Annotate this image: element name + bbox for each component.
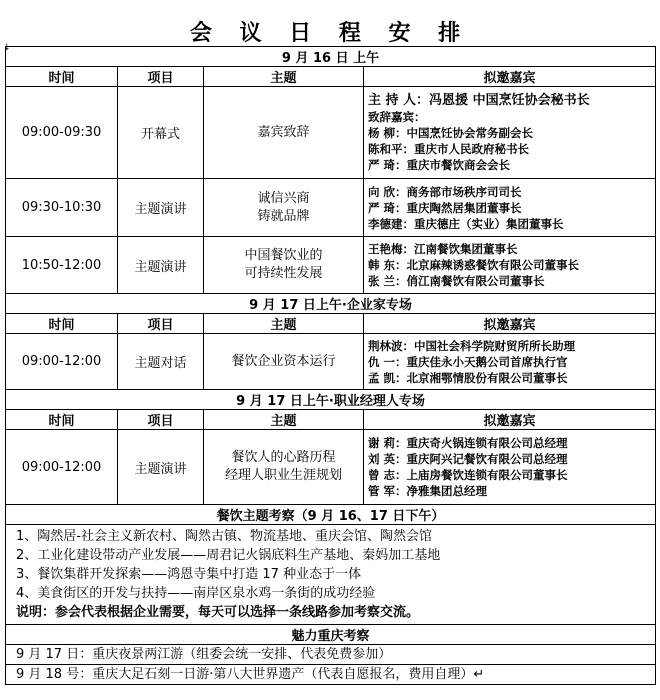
guest-line: 王艳梅：江南餐饮集团董事长 — [368, 242, 518, 256]
topic-line: 餐饮企业资本运行 — [231, 353, 336, 369]
section-heading-day3: 9 月 17 日上午·职业经理人专场 — [6, 390, 656, 410]
column-header-row — [6, 410, 656, 430]
guests-cell — [364, 179, 656, 237]
topic-line: 可持续性发展 — [244, 266, 323, 281]
topic-cell — [204, 237, 364, 294]
guest-line: 陈和平：重庆市人民政府秘书长 — [368, 141, 529, 156]
section-heading-tour: 餐饮主题考察（9 月 16、17 日下午） — [6, 505, 656, 525]
list-item: 2、工业化建设带动产业发展——周君记火锅底料生产基地、秦妈加工基地 — [16, 548, 441, 563]
guest-line: 仇 一：重庆佳永小天鹅公司首席执行官 — [368, 354, 568, 369]
time-cell: 09:00-12:00 — [6, 334, 118, 390]
schedule-table — [3, 43, 656, 685]
topic-line: 嘉宾致辞 — [257, 124, 310, 140]
guest-line: 致辞嘉宾： — [368, 109, 426, 124]
guest-line: 杨 柳：中国烹饪协会常务副会长 — [368, 125, 534, 140]
arrow-mark: ↓ — [3, 43, 11, 53]
list-item: 4、美食街区的开发与扶持——南岸区泉水鸡一条街的成功经验 — [16, 586, 376, 601]
guest-line: 曾 志：上庙房餐饮连锁有限公司董事长 — [368, 468, 568, 482]
topic-line: 餐饮人的心路历程 — [231, 450, 336, 465]
guest-line: 刘 英：重庆阿兴记餐饮有限公司总经理 — [368, 452, 568, 466]
guest-line: 严 琦：重庆陶然居集团董事长 — [368, 200, 522, 215]
guest-line: 管 军：净雅集团总经理 — [368, 484, 488, 498]
section-heading-day2: 9 月 17 日上午·企业家专场 — [6, 294, 656, 314]
col-topic: 主题 — [204, 314, 364, 334]
guest-line: 韩 东：北京麻辣诱惑餐饮有限公司董事长 — [368, 258, 580, 272]
tour-note: 说明：参会代表根据企业需要，每天可以选择一条线路参加考察交流。 — [16, 605, 420, 620]
col-guests: 拟邀嘉宾 — [364, 410, 656, 430]
tour-list — [6, 525, 656, 625]
list-item: 3、餐饮集群开发探索——鸿恩寺集中打造 17 种业态于一体 — [16, 567, 362, 582]
guest-line: 孟 凯：北京湘鄂情股份有限公司董事长 — [368, 370, 568, 385]
topic-cell — [204, 430, 364, 505]
time-cell: 10:50-12:00 — [6, 237, 118, 294]
guests-cell — [364, 87, 656, 179]
list-item: 9 月 18 号：重庆大足石刻一日游·第八大世界遗产（代表自愿报名，费用自理）↵ — [6, 665, 656, 685]
topic-cell — [204, 334, 364, 390]
col-time: 时间 — [6, 410, 118, 430]
col-item: 项目 — [118, 410, 204, 430]
guest-line: 张 兰：俏江南餐饮有限公司董事长 — [368, 274, 545, 288]
section-heading-day1: 9 月 16 日 上午 — [6, 47, 656, 67]
topic-line: 经理人职业生涯规划 — [224, 468, 342, 483]
col-item: 项目 — [118, 67, 204, 87]
time-cell: 09:30-10:30 — [6, 179, 118, 237]
guest-line: 荆林波：中国社会科学院财贸所所长助理 — [368, 338, 575, 353]
topic-line: 中国餐饮业的 — [244, 248, 323, 263]
column-header-row — [6, 67, 656, 87]
column-header-row — [6, 314, 656, 334]
col-guests: 拟邀嘉宾 — [364, 314, 656, 334]
item-cell: 开幕式 — [118, 87, 204, 179]
table-row — [6, 179, 656, 237]
col-time: 时间 — [6, 314, 118, 334]
guest-line: 主 持 人：冯恩援 中国烹饪协会秘书长 — [368, 92, 590, 108]
col-topic: 主题 — [204, 410, 364, 430]
item-cell: 主题演讲 — [118, 237, 204, 294]
col-time: 时间 — [6, 67, 118, 87]
table-row — [6, 334, 656, 390]
list-item: 1、陶然居-社会主义新农村、陶然古镇、物流基地、重庆会馆、陶然会馆 — [16, 529, 432, 544]
table-row — [6, 430, 656, 505]
item-cell: 主题演讲 — [118, 430, 204, 505]
time-cell: 09:00-09:30 — [6, 87, 118, 179]
item-cell: 主题演讲 — [118, 179, 204, 237]
col-topic: 主题 — [204, 67, 364, 87]
section-heading-charm: 魅力重庆考察 — [6, 625, 656, 645]
list-item: 9 月 17 日：重庆夜景两江游（组委会统一安排、代表免费参加） — [6, 645, 656, 665]
guest-line: 谢 莉：重庆奇火锅连锁有限公司总经理 — [368, 436, 568, 450]
topic-cell — [204, 87, 364, 179]
col-guests: 拟邀嘉宾 — [364, 67, 656, 87]
col-item: 项目 — [118, 314, 204, 334]
table-row — [6, 87, 656, 179]
topic-cell — [204, 179, 364, 237]
guests-cell — [364, 430, 656, 505]
table-row — [6, 237, 656, 294]
guest-line: 向 欣：商务部市场秩序司司长 — [368, 184, 522, 199]
guests-cell — [364, 237, 656, 294]
time-cell: 09:00-12:00 — [6, 430, 118, 505]
page-title: 会 议 日 程 安 排 — [189, 20, 471, 46]
topic-line: 铸就品牌 — [257, 208, 310, 224]
guests-cell — [364, 334, 656, 390]
topic-line: 诚信兴商 — [257, 190, 310, 206]
guest-line: 严 琦：重庆市餐饮商会会长 — [368, 157, 511, 172]
guest-line: 李德建：重庆德庄（实业）集团董事长 — [368, 216, 564, 231]
item-cell: 主题对话 — [118, 334, 204, 390]
